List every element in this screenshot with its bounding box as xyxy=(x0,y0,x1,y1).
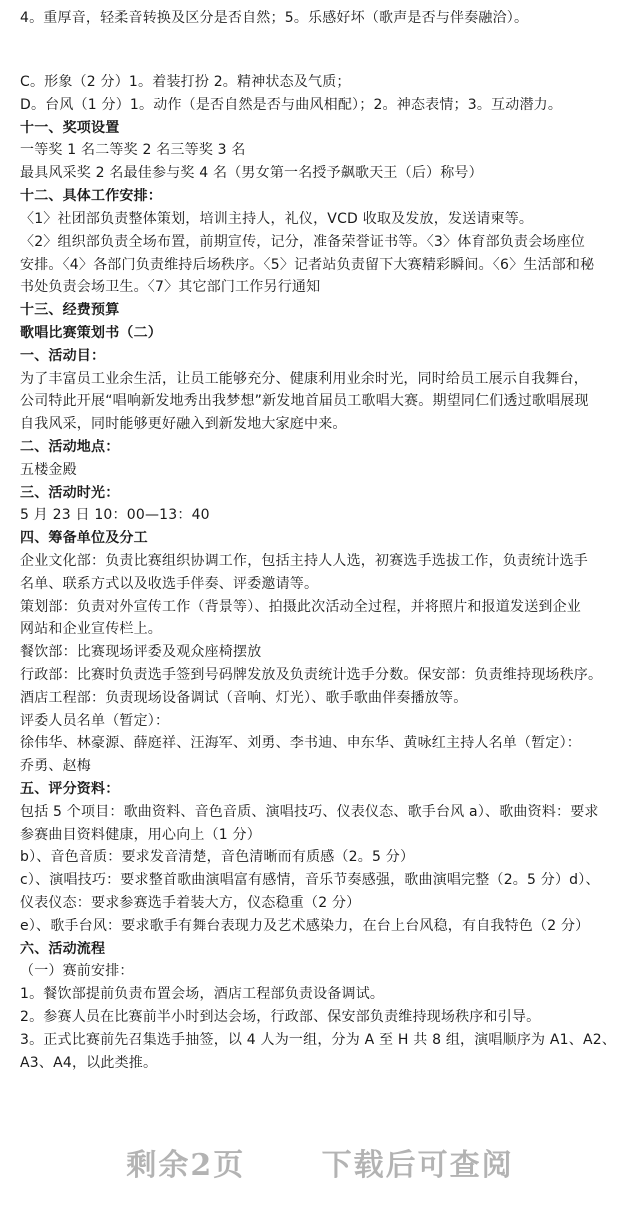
text-line: 1。餐饮部提前负责布置会场，酒店工程部负责设备调试。 xyxy=(20,986,385,1002)
remaining-pages-text: 剩余2页 xyxy=(126,1148,246,1183)
text-line: 餐饮部：比赛现场评委及观众座椅摆放 xyxy=(20,644,262,660)
section-heading: 十三、经费预算 xyxy=(20,302,120,318)
text-line: 策划部：负责对外宣传工作（背景等）、拍摄此次活动全过程，并将照片和报道发送到企业 xyxy=(20,599,581,615)
text-line: 企业文化部：负责比赛组织协调工作，包括主持人人选，初赛选手选拔工作，负责统计选手 xyxy=(20,553,588,569)
download-prompt[interactable] xyxy=(0,1140,640,1184)
text-line: 自我风采，同时能够更好融入到新发地大家庭中来。 xyxy=(20,416,347,432)
text-line: 参赛曲目资料健康，用心向上（1 分） xyxy=(20,827,261,843)
text-line: 名单、联系方式以及收选手伴奏、评委邀请等。 xyxy=(20,576,319,592)
text-line: （一）赛前安排： xyxy=(20,963,134,979)
section-heading: 一、活动目： xyxy=(20,348,106,364)
section-heading: 四、筹备单位及分工 xyxy=(20,530,148,546)
text-line: 安排。〈4〉各部门负责维持后场秩序。〈5〉记者站负责留下大赛精彩瞬间。〈6〉生活部和秘 xyxy=(20,257,595,273)
text-line: 公司特此开展“唱响新发地秀出我梦想”新发地首届员工歌唱大赛。期望同仁们透过歌唱展现 xyxy=(20,393,589,409)
text-line: 〈1〉社团部负责整体策划，培训主持人，礼仪，VCD 收取及发放，发送请柬等。 xyxy=(20,211,534,227)
section-heading: 六、活动流程 xyxy=(20,941,106,957)
text-line: e）、歌手台风：要求歌手有舞台表现力及艺术感染力，在台上台风稳，有自我特色（2 分） xyxy=(20,918,590,934)
text-line: 五楼金殿 xyxy=(20,462,77,478)
text-line: 〈2〉组织部负责全场布置，前期宣传，记分，准备荣誉证书等。〈3〉体育部负责会场座位 xyxy=(20,234,586,250)
text-line: 5 月 23 日 10：00—13：40 xyxy=(20,507,210,523)
section-heading: 十一、奖项设置 xyxy=(20,120,120,136)
section-heading: 三、活动时光： xyxy=(20,485,120,501)
text-line: A3、A4，以此类推。 xyxy=(20,1055,158,1071)
text-line: 最具风采奖 2 名最佳参与奖 4 名（男女第一名授予飙歌天王（后）称号） xyxy=(20,165,483,181)
text-line: 2。参赛人员在比赛前半小时到达会场，行政部、保安部负责维持现场秩序和引导。 xyxy=(20,1009,541,1025)
text-line: 徐伟华、林豪源、薛庭祥、汪海军、刘勇、李书迪、申东华、黄咏红主持人名单（暂定）： xyxy=(20,735,581,751)
text-line: b）、音色音质：要求发音清楚，音色清晰而有质感（2。5 分） xyxy=(20,849,415,865)
text-line: 仪表仪态：要求参赛选手着装大方，仪态稳重（2 分） xyxy=(20,895,361,911)
text-line: D。台风（1 分）1。动作（是否自然是否与曲风相配）；2。神态表情；3。互动潜力。 xyxy=(20,97,563,113)
text-line: 书处负责会场卫生。〈7〉其它部门工作另行通知 xyxy=(20,279,321,295)
text-line: 行政部：比赛时负责选手签到号码牌发放及负责统计选手分数。保安部：负责维持现场秩序。 xyxy=(20,667,603,683)
text-line: 为了丰富员工业余生活，让员工能够充分、健康利用业余时光，同时给员工展示自我舞台， xyxy=(20,371,588,387)
text-line: 乔勇、赵梅 xyxy=(20,758,91,774)
text-line: 网站和企业宣传栏上。 xyxy=(20,621,162,637)
section-heading: 二、活动地点： xyxy=(20,439,120,455)
text-line: 评委人员名单（暂定）： xyxy=(20,713,170,729)
text-line: 一等奖 1 名二等奖 2 名三等奖 3 名 xyxy=(20,142,246,158)
text-line: 3。正式比赛前先召集选手抽签，以 4 人为一组，分为 A 至 H 共 8 组，演唱顺序为 A1、A2、 xyxy=(20,1032,617,1048)
text-line: 酒店工程部：负责现场设备调试（音响、灯光）、歌手歌曲伴奏播放等。 xyxy=(20,690,468,706)
section-heading: 五、评分资料： xyxy=(20,781,120,797)
text-line: C。形象（2 分）1。着装打扮 2。精神状态及气质； xyxy=(20,74,351,90)
text-line: 包括 5 个项目：歌曲资料、音色音质、演唱技巧、仪表仪态、歌手台风 a）、歌曲资料：要求 xyxy=(20,804,599,820)
section-heading: 十二、具体工作安排： xyxy=(20,188,162,204)
text-line: c）、演唱技巧：要求整首歌曲演唱富有感情，音乐节奏感强，歌曲演唱完整（2。5 分）d）、 xyxy=(20,872,600,888)
download-to-view-text[interactable]: 下载后可查阅 xyxy=(321,1148,514,1183)
text-line: 4。重厚音，轻柔音转换及区分是否自然；5。乐感好坏（歌声是否与伴奏融洽）。 xyxy=(20,10,529,26)
document-title: 歌唱比赛策划书（二） xyxy=(20,325,162,341)
